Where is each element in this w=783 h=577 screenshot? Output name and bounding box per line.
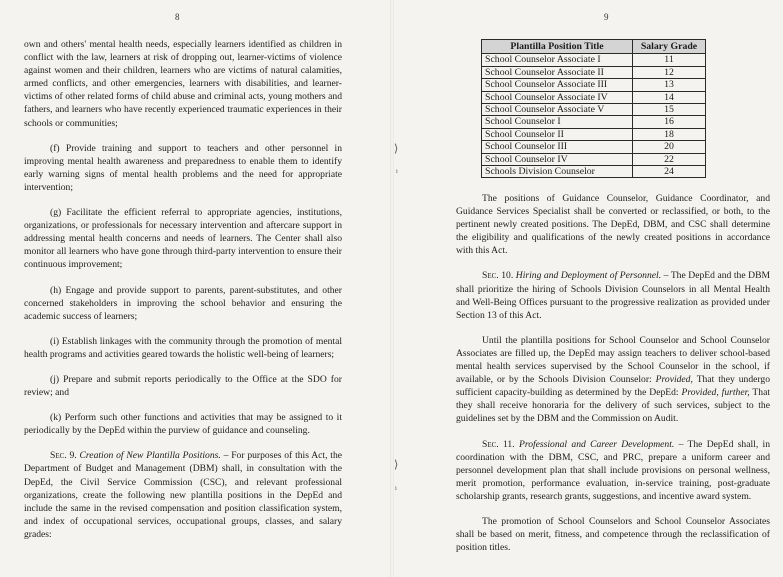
table-row xyxy=(482,141,706,153)
salary-grade-cell: 18 xyxy=(633,128,706,140)
section-title: Professional and Career Development. xyxy=(518,438,675,450)
section-label: Sec. 9. xyxy=(50,450,77,462)
margin-mark: ᵢ xyxy=(396,163,398,175)
paragraph-item-k: (k) Perform such other functions and activities that may be assigned to it periodically by the DepEd within the purview of guidance and counseling. xyxy=(24,412,342,437)
position-title-cell: School Counselor Associate III xyxy=(482,79,633,91)
left-page xyxy=(0,0,390,577)
table-header-row xyxy=(482,40,706,54)
paragraph-text: That they shall receive honoraria for the delivery of such services, subject to the guidelines set by the DBM and the Commission on Audit. xyxy=(456,387,771,425)
table-row xyxy=(482,166,706,178)
position-title-cell: School Counselor IV xyxy=(482,153,633,165)
section-11 xyxy=(456,438,770,503)
salary-grade-cell: 24 xyxy=(633,166,706,178)
right-page xyxy=(394,0,783,577)
paragraph-item-i: (i) Establish linkages with the community through the promotion of mental health programs and activities geared towards the holistic well-being of learners; xyxy=(24,335,342,360)
proviso-term: Provided, xyxy=(655,374,693,386)
table-row xyxy=(482,104,706,116)
salary-grade-cell: 11 xyxy=(633,54,706,66)
salary-grade-cell: 22 xyxy=(633,153,706,165)
paragraph-item-g: (g) Facilitate the efficient referral to appropriate agencies, institutions, organizations, or professionals for necessary intervention and aftercare support in addressing mental health concerns and needs of learners. The Center shall also monitor all learners who have gone through third-party intervention to ensure their continuous improvement; xyxy=(24,207,342,271)
section-9 xyxy=(24,449,342,541)
margin-mark: ⟩ xyxy=(394,459,399,471)
margin-mark: ⟩ xyxy=(394,143,399,155)
section-title: Hiring and Deployment of Personnel. xyxy=(515,270,662,282)
table-row xyxy=(482,128,706,140)
section-10 xyxy=(456,269,770,321)
paragraph-promotion: The promotion of School Counselors and School Counselor Associates shall be based on merit, fitness, and competence through the reclassification of position titles. xyxy=(456,515,770,554)
position-title-cell: School Counselor Associate II xyxy=(482,66,633,78)
page-number: 9 xyxy=(604,12,609,22)
salary-grade-cell: 15 xyxy=(633,104,706,116)
position-title-cell: School Counselor Associate IV xyxy=(482,91,633,103)
section-body: – For purposes of this Act, the Department of Budget and Management (DBM) shall, in consultation with the DepEd, the Civil Service Commission (CSC), and relevant professional organizations, create the following new plantilla positions in the DepEd and include the same in the revised compensation and position classification system, and index of occupational services, occupational groups, classes, and salary grades: xyxy=(24,450,342,540)
paragraph-text: Until the plantilla positions for School Counselor and School Counselor Associates are filled up, the DepEd may assign teachers to deliver school-based mental health services supervised by the School Counselor in the school, if available, or by the Schools Division Counselor: xyxy=(456,334,770,386)
position-title-cell: Schools Division Counselor xyxy=(482,166,633,178)
paragraph-conversion: The positions of Guidance Counselor, Guidance Coordinator, and Guidance Services Specialist shall be converted or reclassified, or both, to the pertinent newly created positions. The DepEd, DBM, and CSC shall determine the eligibility and qualifications of the newly created positions in accordance with this Act. xyxy=(456,193,770,257)
salary-grade-cell: 13 xyxy=(633,79,706,91)
salary-grade-cell: 12 xyxy=(633,66,706,78)
salary-grade-cell: 20 xyxy=(633,141,706,153)
paragraph-item-j: (j) Prepare and submit reports periodically to the Office at the SDO for review; and xyxy=(24,373,342,399)
paragraph-text: That they undergo sufficient capacity-building as determined by the DepEd: xyxy=(456,374,770,399)
column-header-grade: Salary Grade xyxy=(633,40,706,54)
section-body: – The DepEd and the DBM shall prioritize the hiring of Schools Division Counselors in all Mental Health and Well-Being Offices pursuant to the progressive realization as provided under Section 13 of this Act. xyxy=(456,270,771,321)
paragraph-item-f: (f) Provide training and support to teachers and other personnel in improving mental health awareness and preparedness to enable them to identify early warning signs of mental health problems and the need for appropriate intervention; xyxy=(24,142,342,193)
paragraph-continuation: own and others' mental health needs, especially learners identified as children in conflict with the law, learners at risk of dropping out, learner-victims of violence against women and their children, learners who are victims of natural calamities, armed conflicts, and other emergencies, learners with disabilities, and learner-victims of other related forms of child abuse and criminal acts, young mothers and fathers, and learners who have recently experienced traumatic experiences in their schools or communities; xyxy=(24,39,342,129)
position-title-cell: School Counselor I xyxy=(482,116,633,128)
table-row xyxy=(482,116,706,128)
table-row xyxy=(482,91,706,103)
section-label: Sec. 10. xyxy=(482,270,514,282)
paragraph-until xyxy=(456,334,770,426)
position-title-cell: School Counselor Associate I xyxy=(482,54,633,66)
right-text-column xyxy=(456,192,770,566)
proviso-term: Provided, further, xyxy=(681,387,750,399)
section-label: Sec. 11. xyxy=(482,438,515,450)
column-header-title: Plantilla Position Title xyxy=(482,40,633,54)
salary-grade-cell: 14 xyxy=(633,91,706,103)
table-row xyxy=(482,66,706,78)
page-number: 8 xyxy=(175,12,180,22)
table-row xyxy=(482,79,706,91)
paragraph-item-h: (h) Engage and provide support to parents, parent-substitutes, and other concerned stakeholders in improving the school behavior and ensuring the academic success of learners; xyxy=(24,284,342,322)
margin-mark: ᵢ xyxy=(395,480,397,492)
position-title-cell: School Counselor III xyxy=(482,141,633,153)
salary-grade-table xyxy=(481,39,706,178)
table-row xyxy=(482,153,706,165)
position-title-cell: School Counselor Associate V xyxy=(482,104,633,116)
left-text-column xyxy=(24,38,342,553)
section-body: – The DepEd shall, in coordination with the DBM, CSC, and PRC, prepare a uniform career and personnel development plan that shall include provisions on personal wellness, merit promotion, performance evaluation, in-service training, post-graduate scholarship grants, research grants, suggestions, and incentive award system. xyxy=(456,438,770,502)
position-title-cell: School Counselor II xyxy=(482,128,633,140)
table-row xyxy=(482,54,706,66)
section-title: Creation of New Plantilla Positions. xyxy=(79,450,221,462)
salary-grade-cell: 16 xyxy=(633,116,706,128)
